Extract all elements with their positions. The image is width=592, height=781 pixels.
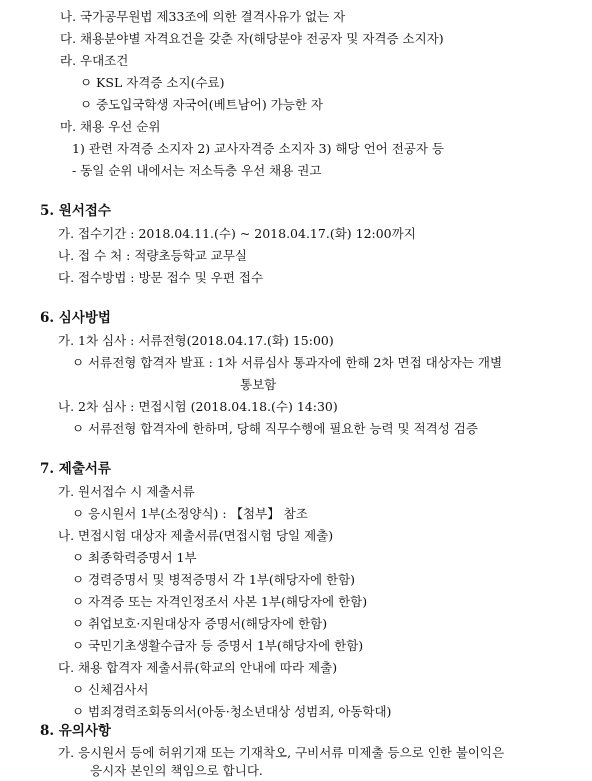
text-line: 나. 국가공무원법 제33조에 의한 결격사유가 없는 자: [60, 9, 346, 24]
text-line: 가. 응시원서 등에 허위기재 또는 기재착오, 구비서류 미제출 등으로 인한 불이익은: [58, 745, 505, 760]
list-item: ㅇ 응시원서 1부(소정양식) : 【첨부】 참조: [72, 506, 308, 521]
text-line: 다. 채용 합격자 제출서류(학교의 안내에 따라 제출): [58, 660, 338, 675]
text-line: 라. 우대조건: [60, 53, 129, 68]
list-item: ㅇ 경력증명서 및 병적증명서 각 1부(해당자에 한함): [72, 572, 356, 587]
text-line: 가. 원서접수 시 제출서류: [58, 484, 195, 499]
text-line: 다. 접수방법 : 방문 접수 및 우편 접수: [58, 270, 264, 285]
list-item: ㅇ 취업보호·지원대상자 증명서(해당자에 한함): [72, 616, 328, 631]
text-line: 다. 채용분야별 자격요건을 갖춘 자(해당분야 전공자 및 자격증 소지자): [60, 31, 444, 46]
text-line: 나. 접 수 처 : 적량초등학교 교무실: [58, 248, 248, 263]
text-line: 가. 접수기간 : 2018.04.11.(수) ~ 2018.04.17.(화) 12:00까지: [58, 226, 416, 241]
text-line: 나. 면접시험 대상자 제출서류(면접시험 당일 제출): [58, 528, 334, 543]
list-item: ㅇ 국민기초생활수급자 등 증명서 1부(해당자에 한함): [72, 638, 364, 653]
text-line: 가. 1차 심사 : 서류전형(2018.04.17.(화) 15:00): [58, 333, 334, 348]
list-item: ㅇ 신체검사서: [72, 682, 149, 697]
list-item-continuation: 통보함: [240, 377, 277, 392]
list-item: ㅇ 범죄경력조회동의서(아동·청소년대상 성범죄, 아동학대): [72, 704, 392, 719]
list-item: ㅇ 자격증 또는 자격인정조서 사본 1부(해당자에 한함): [72, 594, 368, 609]
section-heading: 8. 유의사항: [40, 723, 111, 739]
list-item: ㅇ 중도입국학생 자국어(베트남어) 가능한 자: [80, 97, 323, 112]
list-item: ㅇ 최종학력증명서 1부: [72, 550, 197, 565]
list-item: ㅇ 서류전형 합격자에 한하며, 당해 직무수행에 필요한 능력 및 적격성 검증: [72, 421, 478, 436]
list-item: ㅇ KSL 자격증 소지(수료): [80, 75, 225, 90]
text-line: 1) 관련 자격증 소지자 2) 교사자격증 소지자 3) 해당 언어 전공자 등: [72, 141, 444, 156]
text-line: - 동일 순위 내에서는 저소득층 우선 채용 권고: [72, 163, 322, 178]
text-line-continuation: 응시자 본인의 책임으로 합니다.: [90, 763, 263, 778]
section-heading: 5. 원서접수: [40, 203, 111, 219]
section-heading: 7. 제출서류: [40, 461, 111, 477]
text-line: 마. 채용 우선 순위: [60, 119, 161, 134]
text-line: 나. 2차 심사 : 면접시험 (2018.04.18.(수) 14:30): [58, 399, 338, 414]
list-item: ㅇ 서류전형 합격자 발표 : 1차 서류심사 통과자에 한해 2차 면접 대상자는 개별: [72, 355, 503, 370]
section-heading: 6. 심사방법: [40, 310, 111, 326]
